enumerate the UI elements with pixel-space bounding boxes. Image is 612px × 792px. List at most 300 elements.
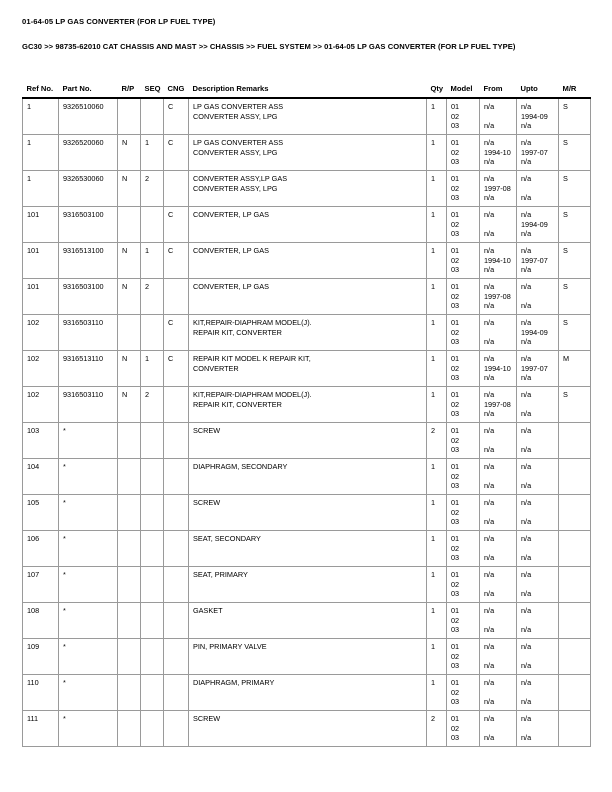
cell-rp	[118, 495, 141, 531]
cell-upto-line: n/a	[521, 246, 532, 255]
cell-rp	[118, 639, 141, 675]
description-line-1: LP GAS CONVERTER ASS	[193, 138, 284, 147]
cell-upto	[517, 711, 559, 747]
cell-mr: S	[559, 243, 591, 279]
cell-upto-line: n/a	[521, 589, 532, 599]
cell-part-no: *	[59, 675, 118, 711]
cell-from	[480, 459, 517, 495]
cell-model	[447, 567, 480, 603]
cell-upto-line: n/a	[521, 174, 532, 183]
cell-upto-line: n/a	[521, 354, 532, 363]
table-row[interactable]	[23, 531, 591, 567]
column-header-upto: Upto	[520, 84, 538, 93]
cell-model-line: 01	[451, 282, 460, 291]
cell-upto	[517, 243, 559, 279]
cell-model	[447, 387, 480, 423]
table-row[interactable]	[23, 711, 591, 747]
cell-mr	[559, 459, 591, 495]
cell-part-no: 9316513100	[59, 243, 118, 279]
column-header-cng: CNG	[167, 84, 185, 93]
cell-model-line: 03	[451, 661, 460, 671]
table-row[interactable]	[23, 98, 591, 135]
description-line-2: CONVERTER	[193, 363, 239, 373]
parts-table	[22, 84, 591, 747]
cell-from-line	[484, 724, 512, 734]
cell-from-line: n/a	[484, 102, 495, 111]
table-row[interactable]	[23, 387, 591, 423]
cell-mr	[559, 495, 591, 531]
cell-upto-line	[521, 724, 554, 734]
cell-upto-line: n/a	[521, 138, 532, 147]
column-header-mr: M/R	[562, 84, 577, 93]
description-line-2: CONVERTER ASSY, LPG	[193, 111, 278, 121]
cell-upto-line	[521, 508, 554, 518]
cell-upto-line: 1994-09	[521, 219, 548, 229]
cell-cng	[164, 675, 189, 711]
cell-from-line: n/a	[484, 210, 495, 219]
cell-from-line: n/a	[484, 642, 495, 651]
cell-ref-no: 107	[23, 567, 59, 603]
cell-from-line: n/a	[484, 714, 495, 723]
cell-description	[189, 315, 427, 351]
cell-upto	[517, 531, 559, 567]
cell-model-line: 02	[451, 579, 460, 589]
cell-from-line	[484, 472, 512, 482]
cell-from	[480, 639, 517, 675]
cell-upto-line: n/a	[521, 534, 532, 543]
cell-from	[480, 603, 517, 639]
cell-model	[447, 279, 480, 315]
cell-rp	[118, 711, 141, 747]
table-row[interactable]	[23, 315, 591, 351]
cell-part-no: *	[59, 639, 118, 675]
cell-qty: 1	[427, 531, 447, 567]
table-row[interactable]	[23, 459, 591, 495]
cell-from-line: 1994-10	[484, 255, 511, 265]
cell-from-line: n/a	[484, 301, 495, 311]
cell-qty: 1	[427, 603, 447, 639]
cell-upto-line	[521, 292, 554, 302]
cell-model	[447, 351, 480, 387]
cell-qty: 1	[427, 351, 447, 387]
cell-upto	[517, 351, 559, 387]
cell-ref-no: 102	[23, 351, 59, 387]
cell-model-line: 03	[451, 157, 460, 167]
cell-part-no: *	[59, 531, 118, 567]
description-line-1: SCREW	[193, 426, 221, 435]
cell-from-line: n/a	[484, 138, 495, 147]
cell-part-no: 9316503110	[59, 315, 118, 351]
cell-from-line: n/a	[484, 498, 495, 507]
cell-model-line: 02	[451, 687, 460, 697]
cell-upto-line: n/a	[521, 517, 532, 527]
cell-from-line: 1994-10	[484, 363, 511, 373]
cell-from-line: n/a	[484, 229, 495, 239]
cell-model-line: 02	[451, 723, 460, 733]
cell-from	[480, 171, 517, 207]
cell-cng	[164, 639, 189, 675]
cell-ref-no: 111	[23, 711, 59, 747]
cell-mr: S	[559, 207, 591, 243]
cell-model-line: 01	[451, 498, 460, 507]
page-title: 01-64-05 LP GAS CONVERTER (FOR LP FUEL TYPE)	[22, 17, 216, 26]
cell-part-no: 9316513110	[59, 351, 118, 387]
cell-qty: 1	[427, 495, 447, 531]
cell-part-no: 9316503110	[59, 387, 118, 423]
cell-part-no: *	[59, 459, 118, 495]
column-header-part-no: Part No.	[62, 84, 92, 93]
cell-seq: 2	[141, 171, 164, 207]
cell-upto-line: n/a	[521, 121, 532, 131]
cell-cng: C	[164, 135, 189, 171]
description-line-1: GASKET	[193, 606, 223, 615]
cell-mr: M	[559, 351, 591, 387]
cell-cng: C	[164, 315, 189, 351]
cell-upto-line: n/a	[521, 498, 532, 507]
cell-cng: C	[164, 207, 189, 243]
cell-model-line: 01	[451, 174, 460, 183]
cell-model	[447, 531, 480, 567]
cell-upto-line: n/a	[521, 606, 532, 615]
cell-description	[189, 567, 427, 603]
cell-upto-line	[521, 544, 554, 554]
cell-mr	[559, 603, 591, 639]
cell-model-line: 02	[451, 183, 460, 193]
cell-description	[189, 387, 427, 423]
cell-from-line: n/a	[484, 678, 495, 687]
cell-model-line: 01	[451, 462, 460, 471]
cell-model-line: 02	[451, 255, 460, 265]
cell-description	[189, 135, 427, 171]
cell-from-line: n/a	[484, 589, 495, 599]
cell-model-line: 03	[451, 229, 460, 239]
table-row[interactable]	[23, 423, 591, 459]
cell-part-no: *	[59, 423, 118, 459]
table-row[interactable]	[23, 243, 591, 279]
cell-upto-line: n/a	[521, 210, 532, 219]
cell-model-line: 02	[451, 471, 460, 481]
cell-model-line: 03	[451, 373, 460, 383]
cell-cng: C	[164, 243, 189, 279]
cell-from-line: n/a	[484, 733, 495, 743]
cell-mr: S	[559, 315, 591, 351]
cell-upto-line: n/a	[521, 642, 532, 651]
cell-ref-no: 1	[23, 135, 59, 171]
cell-from-line: n/a	[484, 373, 495, 383]
cell-from-line: n/a	[484, 337, 495, 347]
cell-upto	[517, 387, 559, 423]
cell-upto-line: n/a	[521, 462, 532, 471]
cell-ref-no: 1	[23, 171, 59, 207]
cell-upto-line: n/a	[521, 373, 532, 383]
cell-mr: S	[559, 387, 591, 423]
cell-from-line: n/a	[484, 517, 495, 527]
cell-seq	[141, 603, 164, 639]
cell-from-line	[484, 220, 512, 230]
table-row[interactable]	[23, 567, 591, 603]
cell-from-line	[484, 508, 512, 518]
cell-ref-no: 102	[23, 387, 59, 423]
cell-from	[480, 567, 517, 603]
cell-part-no: *	[59, 567, 118, 603]
cell-model-line: 03	[451, 265, 460, 275]
cell-mr: S	[559, 98, 591, 135]
cell-model	[447, 315, 480, 351]
cell-model-line: 02	[451, 615, 460, 625]
cell-cng: C	[164, 351, 189, 387]
cell-seq	[141, 675, 164, 711]
cell-from-line: 1994-10	[484, 147, 511, 157]
cell-cng	[164, 279, 189, 315]
header-row	[23, 84, 591, 98]
cell-upto-line: n/a	[521, 697, 532, 707]
description-line-1: SEAT, SECONDARY	[193, 534, 261, 543]
cell-mr: S	[559, 279, 591, 315]
cell-from-line: n/a	[484, 409, 495, 419]
description-line-1: SEAT, PRIMARY	[193, 570, 248, 579]
cell-qty: 1	[427, 567, 447, 603]
cell-from	[480, 675, 517, 711]
cell-qty: 1	[427, 459, 447, 495]
cell-mr	[559, 639, 591, 675]
cell-from-line	[484, 112, 512, 122]
parts-table-body	[23, 98, 591, 747]
cell-rp: N	[118, 279, 141, 315]
cell-upto-line: n/a	[521, 625, 532, 635]
cell-model-line: 01	[451, 534, 460, 543]
description-line-2: REPAIR KIT, CONVERTER	[193, 327, 282, 337]
cell-ref-no: 105	[23, 495, 59, 531]
cell-rp: N	[118, 135, 141, 171]
cell-upto	[517, 567, 559, 603]
cell-rp	[118, 207, 141, 243]
cell-from	[480, 98, 517, 135]
cell-part-no: *	[59, 495, 118, 531]
cell-cng	[164, 459, 189, 495]
cell-upto-line: n/a	[521, 282, 532, 291]
cell-mr: S	[559, 171, 591, 207]
cell-ref-no: 108	[23, 603, 59, 639]
cell-rp: N	[118, 243, 141, 279]
table-row[interactable]	[23, 279, 591, 315]
cell-ref-no: 101	[23, 243, 59, 279]
cell-model-line: 01	[451, 354, 460, 363]
cell-description	[189, 243, 427, 279]
cell-model-line: 03	[451, 553, 460, 563]
cell-upto-line: n/a	[521, 157, 532, 167]
cell-model-line: 03	[451, 625, 460, 635]
parts-table-container	[22, 84, 590, 747]
cell-upto-line: n/a	[521, 661, 532, 671]
cell-from-line: 1997-08	[484, 291, 511, 301]
cell-from-line	[484, 328, 512, 338]
cell-upto-line	[521, 400, 554, 410]
cell-description	[189, 98, 427, 135]
cell-model-line: 03	[451, 589, 460, 599]
cell-seq: 2	[141, 387, 164, 423]
cell-from-line: n/a	[484, 174, 495, 183]
column-header-rp: R/P	[121, 84, 135, 93]
cell-upto	[517, 279, 559, 315]
cell-description	[189, 639, 427, 675]
description-line-2: CONVERTER ASSY, LPG	[193, 147, 278, 157]
cell-seq: 1	[141, 243, 164, 279]
cell-mr: S	[559, 135, 591, 171]
cell-seq	[141, 639, 164, 675]
cell-description	[189, 279, 427, 315]
table-row[interactable]	[23, 171, 591, 207]
cell-description	[189, 207, 427, 243]
description-line-1: CONVERTER, LP GAS	[193, 210, 269, 219]
table-row[interactable]	[23, 675, 591, 711]
cell-model-line: 03	[451, 121, 460, 131]
cell-cng	[164, 603, 189, 639]
cell-upto	[517, 603, 559, 639]
cell-from-line: n/a	[484, 318, 495, 327]
cell-upto	[517, 207, 559, 243]
cell-upto-line: n/a	[521, 481, 532, 491]
cell-model-line: 01	[451, 318, 460, 327]
cell-rp: N	[118, 351, 141, 387]
cell-model-line: 03	[451, 337, 460, 347]
table-row[interactable]	[23, 351, 591, 387]
cell-qty: 1	[427, 639, 447, 675]
cell-model-line: 01	[451, 642, 460, 651]
cell-model-line: 01	[451, 678, 460, 687]
cell-model-line: 02	[451, 291, 460, 301]
cell-rp	[118, 675, 141, 711]
cell-upto-line: 1994-09	[521, 111, 548, 121]
cell-rp	[118, 531, 141, 567]
column-header-from: From	[483, 84, 503, 93]
cell-model	[447, 423, 480, 459]
cell-description	[189, 495, 427, 531]
cell-upto-line: 1994-09	[521, 327, 548, 337]
cell-qty: 1	[427, 315, 447, 351]
cell-upto	[517, 639, 559, 675]
cell-upto-line: n/a	[521, 426, 532, 435]
cell-model-line: 02	[451, 111, 460, 121]
cell-qty: 1	[427, 675, 447, 711]
cell-upto	[517, 459, 559, 495]
cell-model	[447, 675, 480, 711]
description-line-1: LP GAS CONVERTER ASS	[193, 102, 284, 111]
cell-from-line: n/a	[484, 553, 495, 563]
cell-ref-no: 1	[23, 98, 59, 135]
cell-ref-no: 106	[23, 531, 59, 567]
cell-model	[447, 98, 480, 135]
cell-model	[447, 495, 480, 531]
cell-from-line	[484, 544, 512, 554]
cell-part-no: 9326510060	[59, 98, 118, 135]
cell-seq	[141, 98, 164, 135]
cell-cng	[164, 387, 189, 423]
cell-from-line	[484, 580, 512, 590]
cell-model	[447, 243, 480, 279]
breadcrumb: GC30 >> 98735-62010 CAT CHASSIS AND MAST >> CHASSIS >> FUEL SYSTEM >> 01-64-05 LP GAS CONVERTER (FOR LP FUEL TYPE)	[22, 42, 516, 51]
cell-upto-line: 1997-07	[521, 147, 548, 157]
cell-from	[480, 279, 517, 315]
cell-upto-line: n/a	[521, 733, 532, 743]
description-line-1: CONVERTER, LP GAS	[193, 246, 269, 255]
cell-model-line: 03	[451, 517, 460, 527]
description-line-1: CONVERTER ASSY,LP GAS	[193, 174, 288, 183]
cell-upto-line: n/a	[521, 409, 532, 419]
cell-ref-no: 102	[23, 315, 59, 351]
cell-from-line: n/a	[484, 661, 495, 671]
cell-model-line: 01	[451, 426, 460, 435]
cell-model-line: 01	[451, 606, 460, 615]
description-line-2: CONVERTER ASSY, LPG	[193, 183, 278, 193]
table-row[interactable]	[23, 639, 591, 675]
cell-model	[447, 711, 480, 747]
cell-mr	[559, 567, 591, 603]
cell-cng	[164, 171, 189, 207]
cell-model-line: 02	[451, 507, 460, 517]
cell-upto-line: 1997-07	[521, 255, 548, 265]
cell-model-line: 03	[451, 301, 460, 311]
cell-from-line	[484, 688, 512, 698]
cell-upto-line: n/a	[521, 678, 532, 687]
cell-mr	[559, 675, 591, 711]
cell-from	[480, 243, 517, 279]
cell-part-no: *	[59, 603, 118, 639]
description-line-2: REPAIR KIT, CONVERTER	[193, 399, 282, 409]
table-row[interactable]	[23, 603, 591, 639]
cell-rp	[118, 315, 141, 351]
cell-model-line: 01	[451, 102, 460, 111]
cell-cng	[164, 423, 189, 459]
cell-upto-line	[521, 580, 554, 590]
cell-cng	[164, 567, 189, 603]
cell-from-line: n/a	[484, 390, 495, 399]
cell-ref-no: 101	[23, 279, 59, 315]
cell-description	[189, 711, 427, 747]
table-row[interactable]	[23, 135, 591, 171]
cell-upto-line: n/a	[521, 265, 532, 275]
cell-mr	[559, 423, 591, 459]
description-line-1: PIN, PRIMARY VALVE	[193, 642, 267, 651]
description-line-1: DIAPHRAGM, SECONDARY	[193, 462, 288, 471]
cell-upto-line	[521, 184, 554, 194]
description-line-1: KIT,REPAIR-DIAPHRAM MODEL(J).	[193, 318, 312, 327]
cell-cng	[164, 711, 189, 747]
cell-part-no: 9326530060	[59, 171, 118, 207]
cell-mr	[559, 711, 591, 747]
description-line-1: SCREW	[193, 714, 221, 723]
cell-from-line: n/a	[484, 246, 495, 255]
cell-model-line: 02	[451, 543, 460, 553]
cell-model-line: 03	[451, 697, 460, 707]
table-row[interactable]	[23, 495, 591, 531]
cell-qty: 1	[427, 207, 447, 243]
cell-upto-line: n/a	[521, 318, 532, 327]
cell-from-line: n/a	[484, 534, 495, 543]
cell-model	[447, 135, 480, 171]
cell-description	[189, 423, 427, 459]
cell-model-line: 03	[451, 733, 460, 743]
cell-upto-line: n/a	[521, 102, 532, 111]
column-header-qty: Qty	[430, 84, 444, 93]
cell-part-no: *	[59, 711, 118, 747]
cell-seq	[141, 459, 164, 495]
cell-qty: 1	[427, 135, 447, 171]
table-row[interactable]	[23, 207, 591, 243]
column-header-description: Description Remarks	[192, 84, 269, 93]
cell-model-line: 02	[451, 651, 460, 661]
cell-from-line: n/a	[484, 282, 495, 291]
cell-upto-line	[521, 616, 554, 626]
